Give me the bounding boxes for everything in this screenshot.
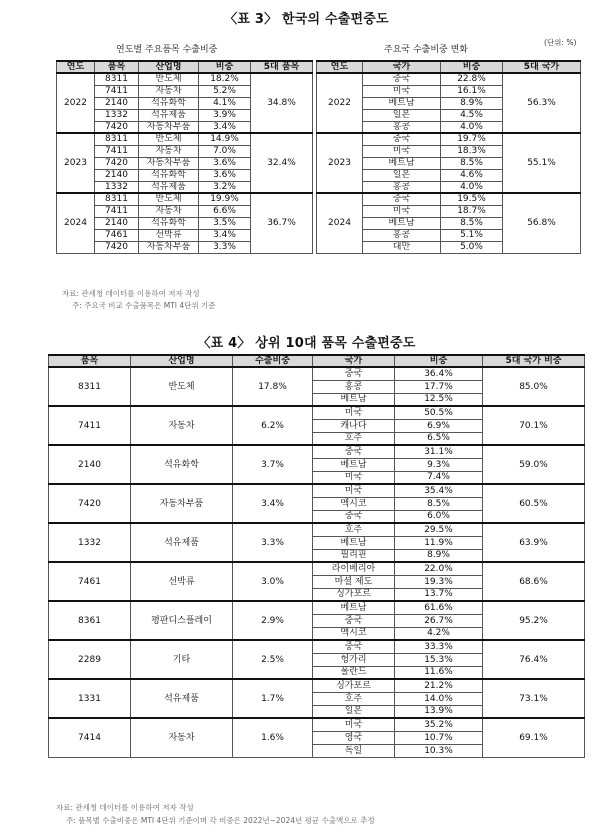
share-cell: 3.4%	[199, 229, 251, 241]
industry-cell: 자동차부품	[139, 121, 199, 133]
country-cell: 멕시코	[313, 627, 395, 640]
top5-total-cell: 56.8%	[503, 193, 581, 253]
country-cell: 베트남	[313, 536, 395, 549]
share-cell: 6.6%	[199, 205, 251, 217]
share-cell: 3.9%	[199, 109, 251, 121]
country-cell: 중국	[313, 367, 395, 380]
table-row	[49, 484, 585, 497]
industry-cell: 평판디스플레이	[131, 601, 233, 640]
code-cell: 7420	[49, 484, 131, 523]
share-cell: 4.6%	[441, 169, 503, 181]
export-share-cell: 1.6%	[233, 718, 313, 757]
share-cell: 36.4%	[395, 367, 483, 380]
code-cell: 7414	[49, 718, 131, 757]
share-cell: 3.4%	[199, 121, 251, 133]
country-cell: 미국	[313, 406, 395, 419]
country-cell: 중국	[313, 614, 395, 627]
code-cell: 2140	[95, 97, 139, 109]
country-cell: 베트남	[363, 217, 441, 229]
export-share-cell: 3.3%	[233, 523, 313, 562]
top5-total-cell: 36.7%	[251, 193, 313, 253]
share-cell: 3.3%	[199, 241, 251, 253]
share-cell: 6.5%	[395, 432, 483, 445]
code-cell: 2140	[95, 169, 139, 181]
table-row	[317, 73, 581, 85]
share-cell: 11.6%	[395, 666, 483, 679]
code-cell: 1332	[95, 109, 139, 121]
country-cell: 헝가리	[313, 653, 395, 666]
share-cell: 8.5%	[395, 497, 483, 510]
top5-country-share-cell: 68.6%	[483, 562, 585, 601]
share-cell: 5.1%	[441, 229, 503, 241]
top5-country-share-cell: 60.5%	[483, 484, 585, 523]
year-cell: 2023	[57, 133, 95, 193]
column-header: 비중	[395, 355, 483, 367]
table3-right-caption: 주요국 수출비중 변화	[384, 45, 468, 55]
share-cell: 17.7%	[395, 380, 483, 393]
code-cell: 1332	[95, 181, 139, 193]
country-cell: 홍콩	[363, 121, 441, 133]
country-cell: 베트남	[313, 601, 395, 614]
share-cell: 15.3%	[395, 653, 483, 666]
share-cell: 18.2%	[199, 73, 251, 85]
column-header: 5대 국가 비중	[483, 355, 585, 367]
share-cell: 3.2%	[199, 181, 251, 193]
code-cell: 7411	[49, 406, 131, 445]
share-cell: 35.2%	[395, 718, 483, 731]
share-cell: 7.4%	[395, 471, 483, 484]
country-cell: 베트남	[313, 393, 395, 406]
country-cell: 베트남	[313, 458, 395, 471]
country-cell: 베트남	[363, 157, 441, 169]
country-cell: 독일	[313, 744, 395, 757]
code-cell: 7420	[95, 121, 139, 133]
year-cell: 2022	[317, 73, 363, 133]
country-cell: 중국	[313, 445, 395, 458]
code-cell: 7420	[95, 241, 139, 253]
share-cell: 3.6%	[199, 169, 251, 181]
export-share-cell: 3.0%	[233, 562, 313, 601]
code-cell: 8311	[95, 73, 139, 85]
code-cell: 7411	[95, 145, 139, 157]
industry-cell: 석유제품	[139, 181, 199, 193]
table4-note: 주: 품목별 수출비중은 MTI 4단위 기준이며 각 비중은 2022년~2024년 평균 수출액으로 추정	[66, 816, 375, 825]
country-cell: 홍콩	[363, 181, 441, 193]
top5-total-cell: 34.8%	[251, 73, 313, 133]
industry-cell: 자동차부품	[131, 484, 233, 523]
top5-total-cell: 55.1%	[503, 133, 581, 193]
country-cell: 폴란드	[313, 666, 395, 679]
country-cell: 베트남	[363, 97, 441, 109]
top5-country-share-cell: 59.0%	[483, 445, 585, 484]
industry-cell: 석유제품	[139, 109, 199, 121]
table-row	[317, 133, 581, 145]
share-cell: 14.0%	[395, 692, 483, 705]
industry-cell: 자동차부품	[139, 157, 199, 169]
column-header: 수출비중	[233, 355, 313, 367]
country-cell: 필리핀	[313, 549, 395, 562]
share-cell: 18.3%	[441, 145, 503, 157]
column-header: 국가	[313, 355, 395, 367]
code-cell: 8311	[95, 193, 139, 205]
table-row	[49, 601, 585, 614]
country-cell: 싱가포르	[313, 679, 395, 692]
table3-left	[56, 60, 313, 254]
year-cell: 2022	[57, 73, 95, 133]
country-cell: 일본	[313, 705, 395, 718]
country-cell: 미국	[363, 145, 441, 157]
code-cell: 1331	[49, 679, 131, 718]
industry-cell: 선박류	[139, 229, 199, 241]
country-cell: 대만	[363, 241, 441, 253]
code-cell: 2289	[49, 640, 131, 679]
top5-country-share-cell: 95.2%	[483, 601, 585, 640]
industry-cell: 반도체	[139, 193, 199, 205]
export-share-cell: 2.9%	[233, 601, 313, 640]
export-share-cell: 6.2%	[233, 406, 313, 445]
country-cell: 미국	[363, 205, 441, 217]
share-cell: 12.5%	[395, 393, 483, 406]
column-header: 연도	[57, 61, 95, 73]
table3-note: 주: 주요국 비교 수출품목은 MTI 4단위 기준	[72, 301, 216, 310]
table-row	[49, 718, 585, 731]
country-cell: 멕시코	[313, 497, 395, 510]
code-cell: 7461	[95, 229, 139, 241]
industry-cell: 반도체	[139, 133, 199, 145]
table-row	[57, 193, 313, 205]
column-header: 5대 품목	[251, 61, 313, 73]
column-header: 품목	[95, 61, 139, 73]
column-header: 비중	[441, 61, 503, 73]
code-cell: 2140	[95, 217, 139, 229]
industry-cell: 자동차	[139, 145, 199, 157]
country-cell: 홍콩	[363, 229, 441, 241]
country-cell: 중국	[363, 193, 441, 205]
industry-cell: 자동차	[131, 718, 233, 757]
industry-cell: 석유제품	[131, 523, 233, 562]
top5-country-share-cell: 73.1%	[483, 679, 585, 718]
column-header: 품목	[49, 355, 131, 367]
country-cell: 일본	[363, 169, 441, 181]
country-cell: 호주	[313, 692, 395, 705]
industry-cell: 자동차부품	[139, 241, 199, 253]
country-cell: 라이베리아	[313, 562, 395, 575]
share-cell: 19.9%	[199, 193, 251, 205]
share-cell: 18.7%	[441, 205, 503, 217]
share-cell: 16.1%	[441, 85, 503, 97]
industry-cell: 반도체	[139, 73, 199, 85]
industry-cell: 석유화학	[139, 97, 199, 109]
country-cell: 캐나다	[313, 419, 395, 432]
table4-source: 자료: 관세청 데이터를 이용하여 저자 작성	[56, 803, 194, 812]
share-cell: 22.8%	[441, 73, 503, 85]
share-cell: 35.4%	[395, 484, 483, 497]
industry-cell: 자동차	[139, 85, 199, 97]
share-cell: 19.3%	[395, 575, 483, 588]
share-cell: 8.5%	[441, 157, 503, 169]
code-cell: 8311	[49, 367, 131, 406]
share-cell: 3.5%	[199, 217, 251, 229]
export-share-cell: 1.7%	[233, 679, 313, 718]
share-cell: 19.5%	[441, 193, 503, 205]
share-cell: 61.6%	[395, 601, 483, 614]
country-cell: 중국	[363, 73, 441, 85]
share-cell: 4.1%	[199, 97, 251, 109]
top5-country-share-cell: 70.1%	[483, 406, 585, 445]
export-share-cell: 2.5%	[233, 640, 313, 679]
year-cell: 2023	[317, 133, 363, 193]
industry-cell: 자동차	[139, 205, 199, 217]
share-cell: 4.5%	[441, 109, 503, 121]
table4-title: 〈표 4〉 상위 10대 품목 수출편중도	[197, 336, 416, 351]
table-row	[317, 193, 581, 205]
share-cell: 26.7%	[395, 614, 483, 627]
table-row	[49, 406, 585, 419]
industry-cell: 선박류	[131, 562, 233, 601]
share-cell: 31.1%	[395, 445, 483, 458]
country-cell: 싱가포르	[313, 588, 395, 601]
share-cell: 4.0%	[441, 181, 503, 193]
country-cell: 마셜 제도	[313, 575, 395, 588]
industry-cell: 석유화학	[139, 169, 199, 181]
industry-cell: 석유화학	[131, 445, 233, 484]
table3-left-caption: 연도별 주요품목 수출비중	[116, 45, 218, 55]
column-header: 5대 국가	[503, 61, 581, 73]
code-cell: 7411	[95, 205, 139, 217]
industry-cell: 자동차	[131, 406, 233, 445]
country-cell: 일본	[363, 109, 441, 121]
country-cell: 호주	[313, 523, 395, 536]
share-cell: 5.0%	[441, 241, 503, 253]
year-cell: 2024	[57, 193, 95, 253]
share-cell: 5.2%	[199, 85, 251, 97]
share-cell: 4.2%	[395, 627, 483, 640]
share-cell: 6.0%	[395, 510, 483, 523]
country-cell: 미국	[313, 718, 395, 731]
code-cell: 7411	[95, 85, 139, 97]
table-row	[49, 562, 585, 575]
share-cell: 8.9%	[441, 97, 503, 109]
code-cell: 1332	[49, 523, 131, 562]
top5-country-share-cell: 85.0%	[483, 367, 585, 406]
share-cell: 29.5%	[395, 523, 483, 536]
year-cell: 2024	[317, 193, 363, 253]
share-cell: 3.6%	[199, 157, 251, 169]
country-cell: 미국	[313, 484, 395, 497]
table-row	[49, 679, 585, 692]
export-share-cell: 3.7%	[233, 445, 313, 484]
share-cell: 21.2%	[395, 679, 483, 692]
country-cell: 영국	[313, 731, 395, 744]
share-cell: 10.3%	[395, 744, 483, 757]
export-share-cell: 3.4%	[233, 484, 313, 523]
country-cell: 미국	[313, 471, 395, 484]
share-cell: 13.9%	[395, 705, 483, 718]
code-cell: 7420	[95, 157, 139, 169]
table3-title: 〈표 3〉 한국의 수출편중도	[224, 12, 389, 27]
column-header: 비중	[199, 61, 251, 73]
industry-cell: 기타	[131, 640, 233, 679]
table4	[48, 354, 585, 758]
industry-cell: 석유제품	[131, 679, 233, 718]
country-cell: 홍콩	[313, 380, 395, 393]
share-cell: 22.0%	[395, 562, 483, 575]
country-cell: 미국	[363, 85, 441, 97]
share-cell: 50.5%	[395, 406, 483, 419]
country-cell: 중국	[313, 510, 395, 523]
code-cell: 8311	[95, 133, 139, 145]
table-row	[57, 133, 313, 145]
share-cell: 7.0%	[199, 145, 251, 157]
share-cell: 10.7%	[395, 731, 483, 744]
top5-country-share-cell: 69.1%	[483, 718, 585, 757]
country-cell: 중국	[363, 133, 441, 145]
table3-unit: (단위: %)	[544, 38, 577, 47]
industry-cell: 석유화학	[139, 217, 199, 229]
industry-cell: 반도체	[131, 367, 233, 406]
column-header: 국가	[363, 61, 441, 73]
top5-country-share-cell: 76.4%	[483, 640, 585, 679]
share-cell: 8.5%	[441, 217, 503, 229]
column-header: 산업명	[131, 355, 233, 367]
column-header: 산업명	[139, 61, 199, 73]
share-cell: 9.3%	[395, 458, 483, 471]
top5-total-cell: 56.3%	[503, 73, 581, 133]
code-cell: 2140	[49, 445, 131, 484]
share-cell: 6.9%	[395, 419, 483, 432]
country-cell: 중국	[313, 640, 395, 653]
top5-country-share-cell: 63.9%	[483, 523, 585, 562]
column-header: 연도	[317, 61, 363, 73]
share-cell: 13.7%	[395, 588, 483, 601]
table-row	[49, 367, 585, 380]
export-share-cell: 17.8%	[233, 367, 313, 406]
table3-source: 자료: 관세청 데이터를 이용하여 저자 작성	[62, 289, 200, 298]
table-row	[49, 640, 585, 653]
country-cell: 호주	[313, 432, 395, 445]
table-row	[49, 523, 585, 536]
share-cell: 4.0%	[441, 121, 503, 133]
share-cell: 14.9%	[199, 133, 251, 145]
share-cell: 8.9%	[395, 549, 483, 562]
code-cell: 7461	[49, 562, 131, 601]
share-cell: 33.3%	[395, 640, 483, 653]
table3-right	[316, 60, 581, 254]
table-row	[49, 445, 585, 458]
code-cell: 8361	[49, 601, 131, 640]
share-cell: 19.7%	[441, 133, 503, 145]
top5-total-cell: 32.4%	[251, 133, 313, 193]
table-row	[57, 73, 313, 85]
share-cell: 11.9%	[395, 536, 483, 549]
